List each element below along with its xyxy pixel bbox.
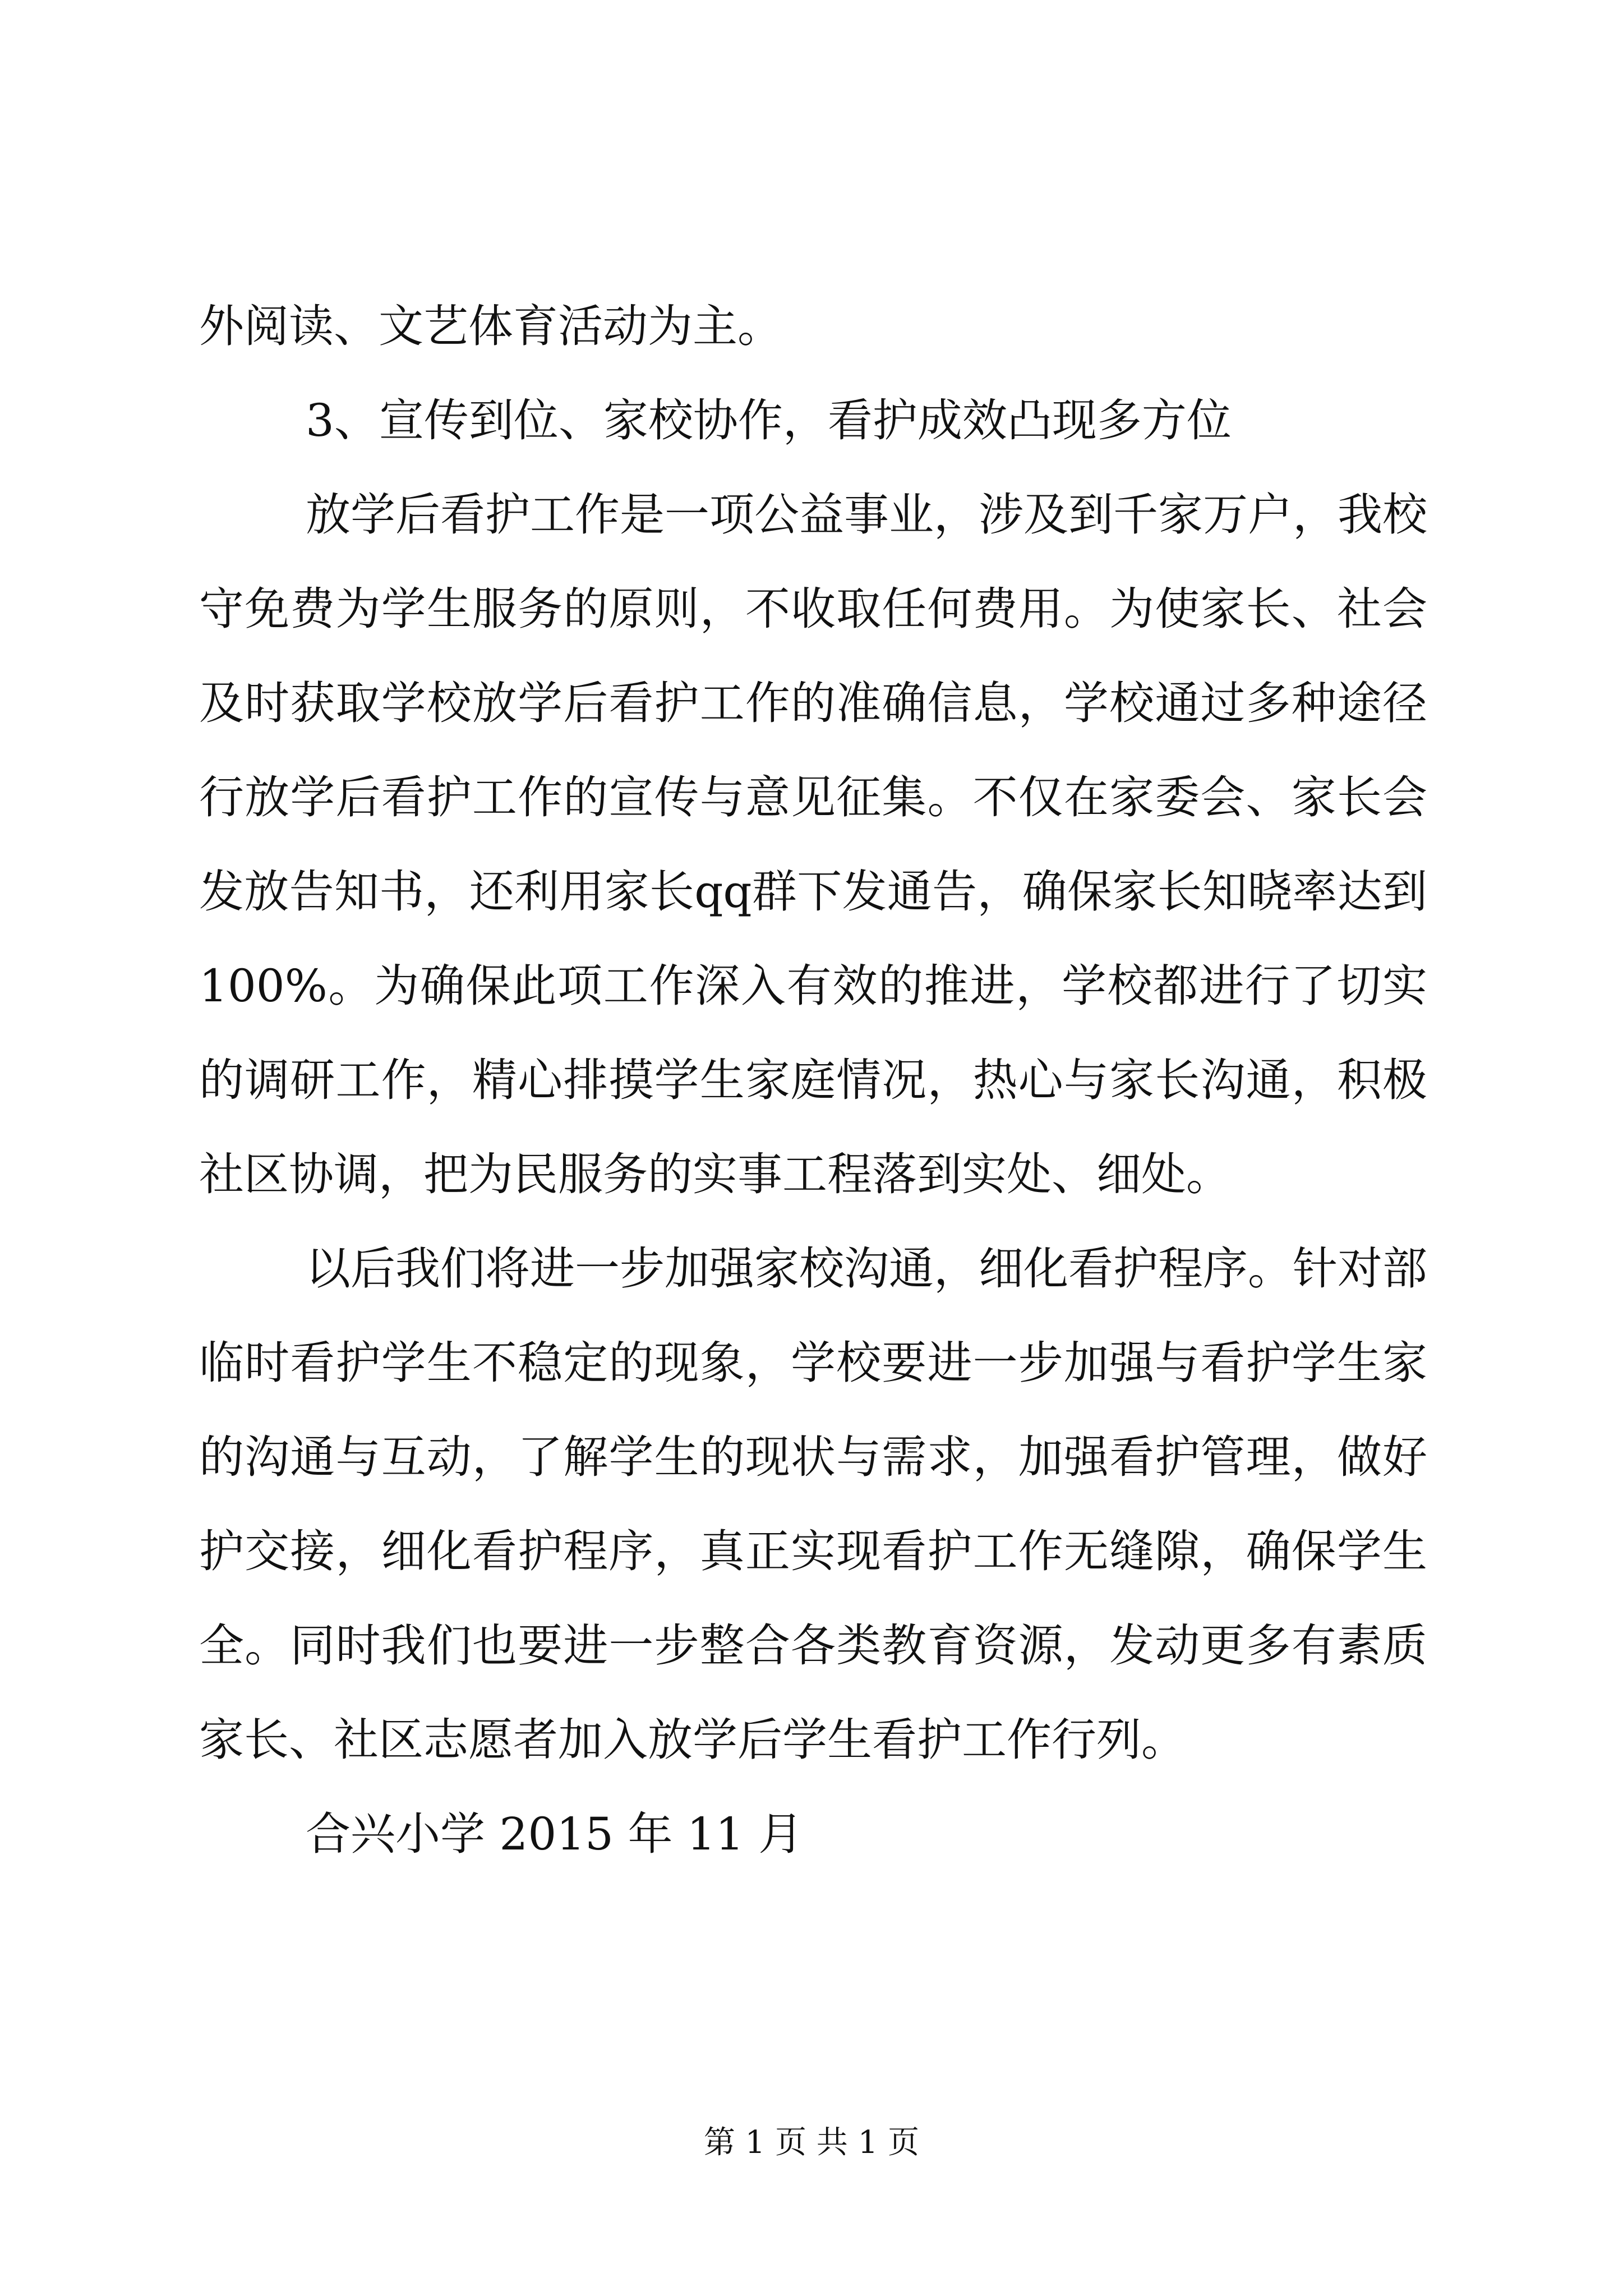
text-line: 临时看护学生不稳定的现象，学校要进一步加强与看护学生家 xyxy=(199,1337,1427,1389)
text-line: 护交接，细化看护程序，真正实现看护工作无缝隙，确保学生 xyxy=(199,1525,1427,1577)
text-line: 发放告知书，还利用家长qq群下发通告，确保家长知晓率达到 xyxy=(199,866,1427,918)
text-line: 行放学后看护工作的宣传与意见征集。不仅在家委会、家长会 xyxy=(199,771,1427,823)
body-text xyxy=(199,279,1427,1881)
signature-line: 合兴小学 2015 年 11 月 xyxy=(306,1808,804,1860)
text-line: 100%。为确保此项工作深入有效的推进，学校都进行了切实 xyxy=(199,960,1427,1012)
text-line: 放学后看护工作是一项公益事业，涉及到千家万户，我校 xyxy=(306,489,1427,541)
text-line: 社区协调，把为民服务的实事工程落到实处、细处。 xyxy=(199,1148,1231,1200)
text-line: 及时获取学校放学后看护工作的准确信息，学校通过多种途径 xyxy=(199,677,1427,729)
text-line: 以后我们将进一步加强家校沟通，细化看护程序。针对部 xyxy=(306,1243,1427,1295)
text-line: 全。同时我们也要进一步整合各类教育资源，发动更多有素质 xyxy=(199,1619,1427,1672)
text-line: 守免费为学生服务的原则，不收取任何费用。为使家长、社会 xyxy=(199,583,1427,635)
text-line: 的调研工作，精心排摸学生家庭情况，热心与家长沟通，积极 xyxy=(199,1054,1427,1106)
text-line: 外阅读、文艺体育活动为主。 xyxy=(199,300,782,352)
text-line: 的沟通与互动，了解学生的现状与需求，加强看护管理，做好 xyxy=(199,1431,1427,1483)
text-line: 家长、社区志愿者加入放学后学生看护工作行列。 xyxy=(199,1714,1186,1766)
section-heading: 3、宣传到位、家校协作，看护成效凸现多方位 xyxy=(306,394,1232,447)
page-footer: 第 1 页 共 1 页 xyxy=(703,2124,920,2161)
